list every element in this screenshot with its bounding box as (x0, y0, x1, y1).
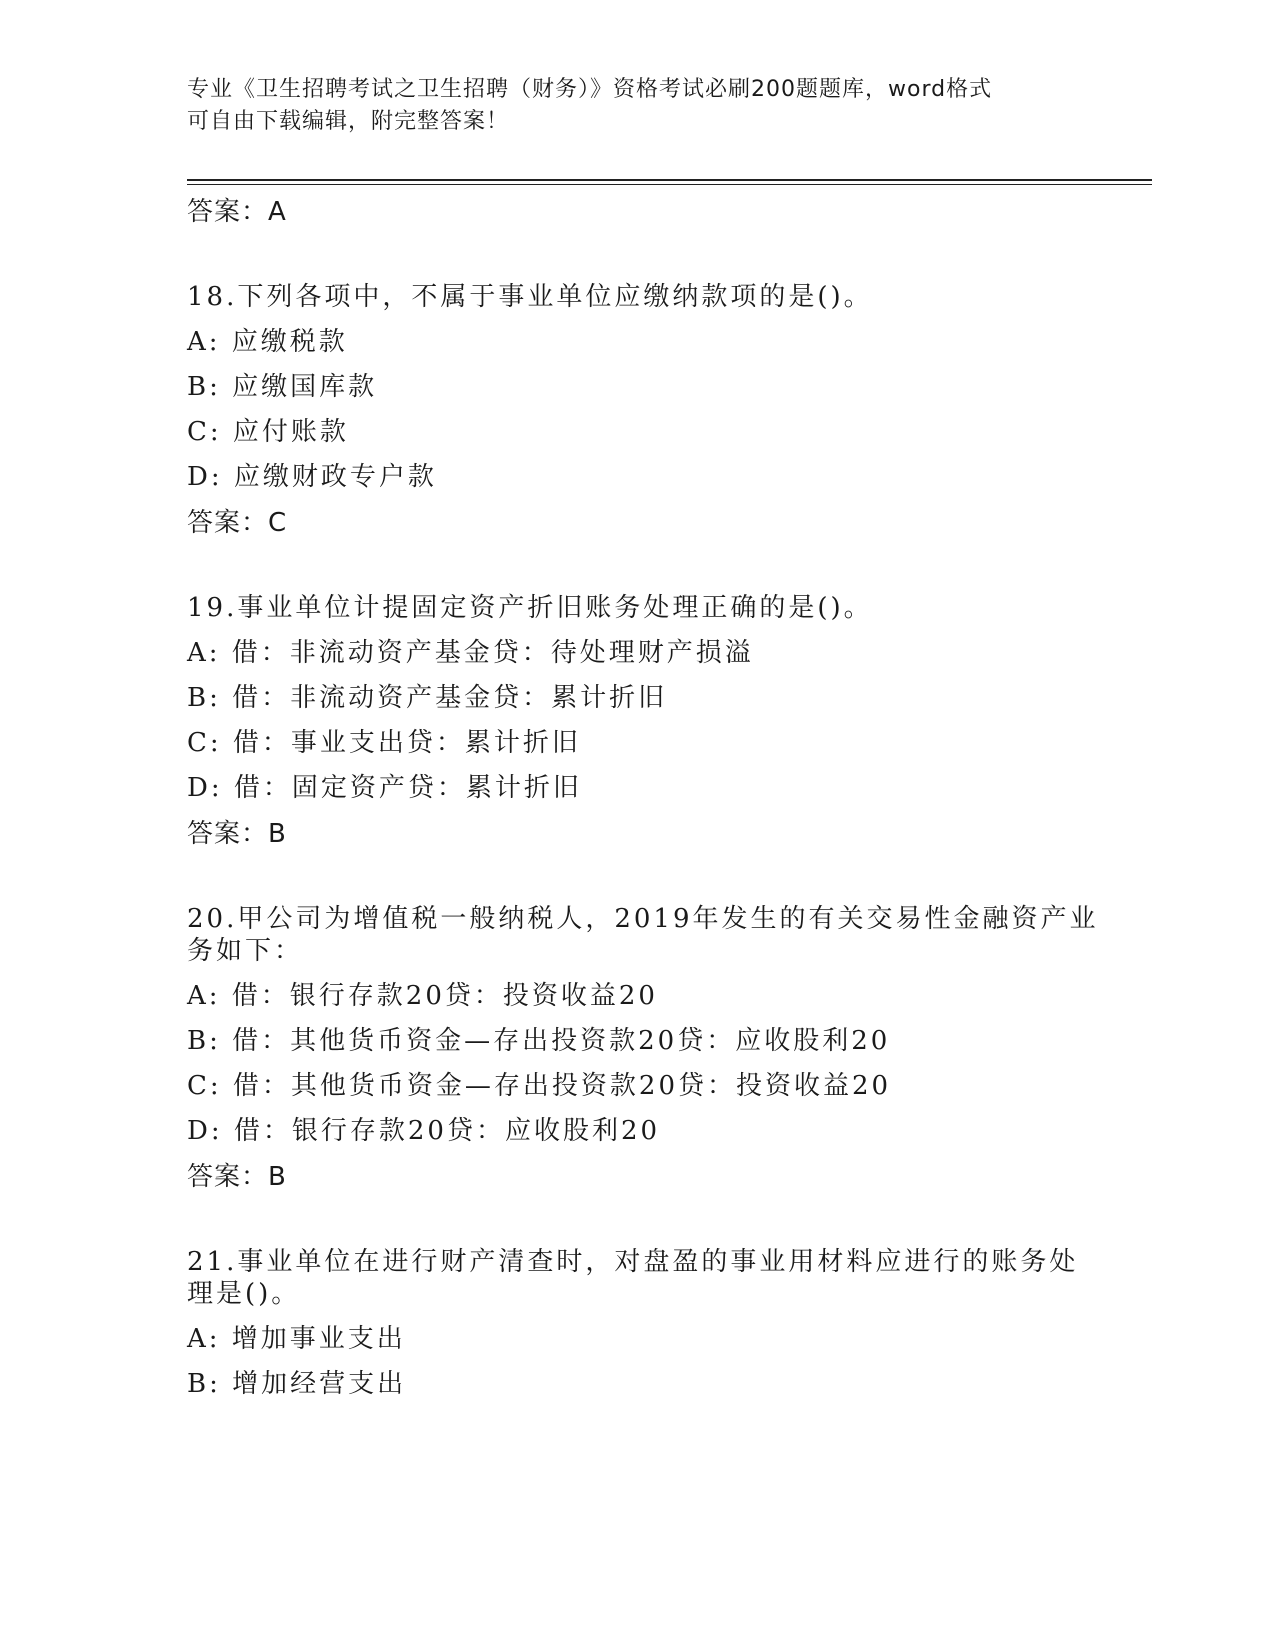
header-divider-thick (187, 179, 1152, 181)
question-line: 18.下列各项中，不属于事业单位应缴纳款项的是()。 (187, 282, 873, 312)
header-line-1: 专业《卫生招聘考试之卫生招聘（财务）》资格考试必刷200题题库，word格式 (187, 77, 993, 102)
option-b: B: 借：其他货币资金—存出投资款20贷：应收股利20 (187, 1026, 891, 1056)
question-list (187, 192, 1107, 1400)
answer-line: 答案：C (187, 508, 288, 538)
question-line: 务如下： (187, 936, 304, 966)
option-a: A: 借：银行存款20贷：投资收益20 (187, 981, 658, 1011)
question-text (187, 904, 1107, 967)
question-line: 20.甲公司为增值税一般纳税人，2019年发生的有关交易性金融资产业 (187, 904, 1099, 934)
question-line: 21.事业单位在进行财产清查时，对盘盈的事业用材料应进行的账务处 (187, 1247, 1079, 1277)
question-item (187, 904, 1107, 1195)
question-item (187, 282, 1107, 541)
option-b: B: 应缴国库款 (187, 372, 378, 402)
question-text (187, 593, 1107, 624)
answer-line: 答案：A (187, 197, 287, 227)
answer-line: 答案：B (187, 1162, 287, 1192)
option-c: C: 借：其他货币资金—存出投资款20贷：投资收益20 (187, 1071, 892, 1101)
option-a: A: 应缴税款 (187, 327, 348, 357)
answer-line: 答案：B (187, 819, 287, 849)
option-d: D: 应缴财政专户款 (187, 462, 437, 492)
question-item (187, 593, 1107, 852)
option-d: D: 借：银行存款20贷：应收股利20 (187, 1116, 661, 1146)
header-line-2: 可自由下载编辑，附完整答案！ (187, 109, 510, 134)
option-a: A: 借：非流动资产基金贷：待处理财产损溢 (187, 638, 754, 668)
header-divider-thin (187, 184, 1152, 185)
option-b: B: 增加经营支出 (187, 1369, 407, 1399)
question-line: 理是()。 (187, 1279, 301, 1309)
option-b: B: 借：非流动资产基金贷：累计折旧 (187, 683, 668, 713)
question-item (187, 1247, 1107, 1400)
question-line: 19.事业单位计提固定资产折旧账务处理正确的是()。 (187, 593, 873, 623)
option-c: C: 应付账款 (187, 417, 349, 447)
option-c: C: 借：事业支出贷：累计折旧 (187, 728, 581, 758)
option-d: D: 借：固定资产贷：累计折旧 (187, 773, 582, 803)
question-text (187, 282, 1107, 313)
option-a: A: 增加事业支出 (187, 1324, 406, 1354)
document-header (187, 74, 1067, 138)
question-text (187, 1247, 1107, 1310)
